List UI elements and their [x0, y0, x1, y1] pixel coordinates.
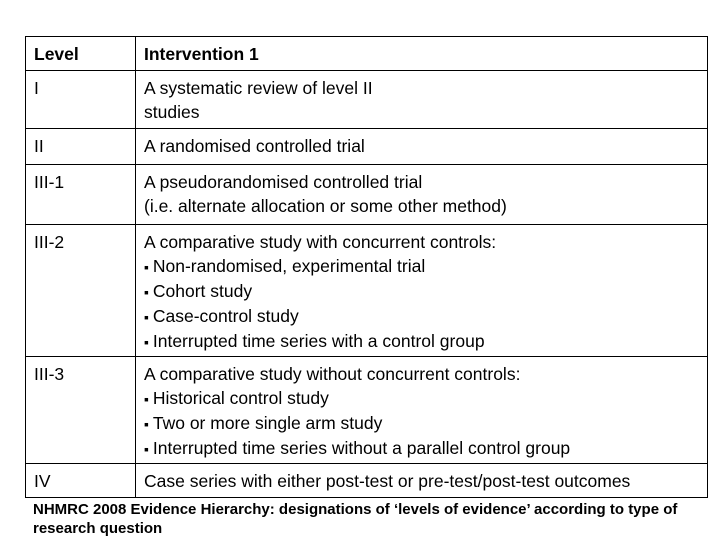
intervention-cell: [136, 165, 708, 225]
evidence-hierarchy-table: [25, 36, 708, 498]
bullet-item: ▪ Interrupted time series with a control group: [144, 329, 699, 354]
intervention-cell: [136, 225, 708, 357]
table-row: [26, 165, 708, 225]
description-line: studies: [144, 102, 200, 122]
level-cell: III-3: [26, 357, 136, 464]
description-line: (i.e. alternate allocation or some other method): [144, 196, 507, 216]
table-row: [26, 225, 708, 357]
intervention-cell: [136, 71, 708, 129]
bullet-item: ▪ Non-randomised, experimental trial: [144, 254, 699, 279]
level-cell: III-1: [26, 165, 136, 225]
intervention-cell: [136, 464, 708, 498]
table-row: [26, 71, 708, 129]
intervention-cell: [136, 357, 708, 464]
table-row: [26, 129, 708, 165]
bullet-item: ▪ Two or more single arm study: [144, 411, 699, 436]
bullet-item: ▪ Historical control study: [144, 386, 699, 411]
description-line: A comparative study without concurrent controls:: [144, 364, 521, 384]
header-intervention: Intervention 1: [136, 37, 708, 71]
level-cell: II: [26, 129, 136, 165]
table-row: [26, 357, 708, 464]
description-line: A randomised controlled trial: [144, 136, 365, 156]
table-row: [26, 464, 708, 498]
table-header-row: [26, 37, 708, 71]
intervention-cell: [136, 129, 708, 165]
description-line: A pseudorandomised controlled trial: [144, 172, 423, 192]
bullet-item: ▪ Cohort study: [144, 279, 699, 304]
level-cell: III-2: [26, 225, 136, 357]
bullet-item: ▪ Case-control study: [144, 304, 699, 329]
header-level: Level: [26, 37, 136, 71]
description-line: Case series with either post-test or pre-test/post-test outcomes: [144, 471, 631, 491]
table-caption: NHMRC 2008 Evidence Hierarchy: designations of ‘levels of evidence’ according to type of research question: [33, 501, 678, 537]
description-line: A systematic review of level II: [144, 78, 373, 98]
level-cell: IV: [26, 464, 136, 498]
description-line: A comparative study with concurrent controls:: [144, 232, 497, 252]
bullet-item: ▪ Interrupted time series without a parallel control group: [144, 436, 699, 461]
level-cell: I: [26, 71, 136, 129]
